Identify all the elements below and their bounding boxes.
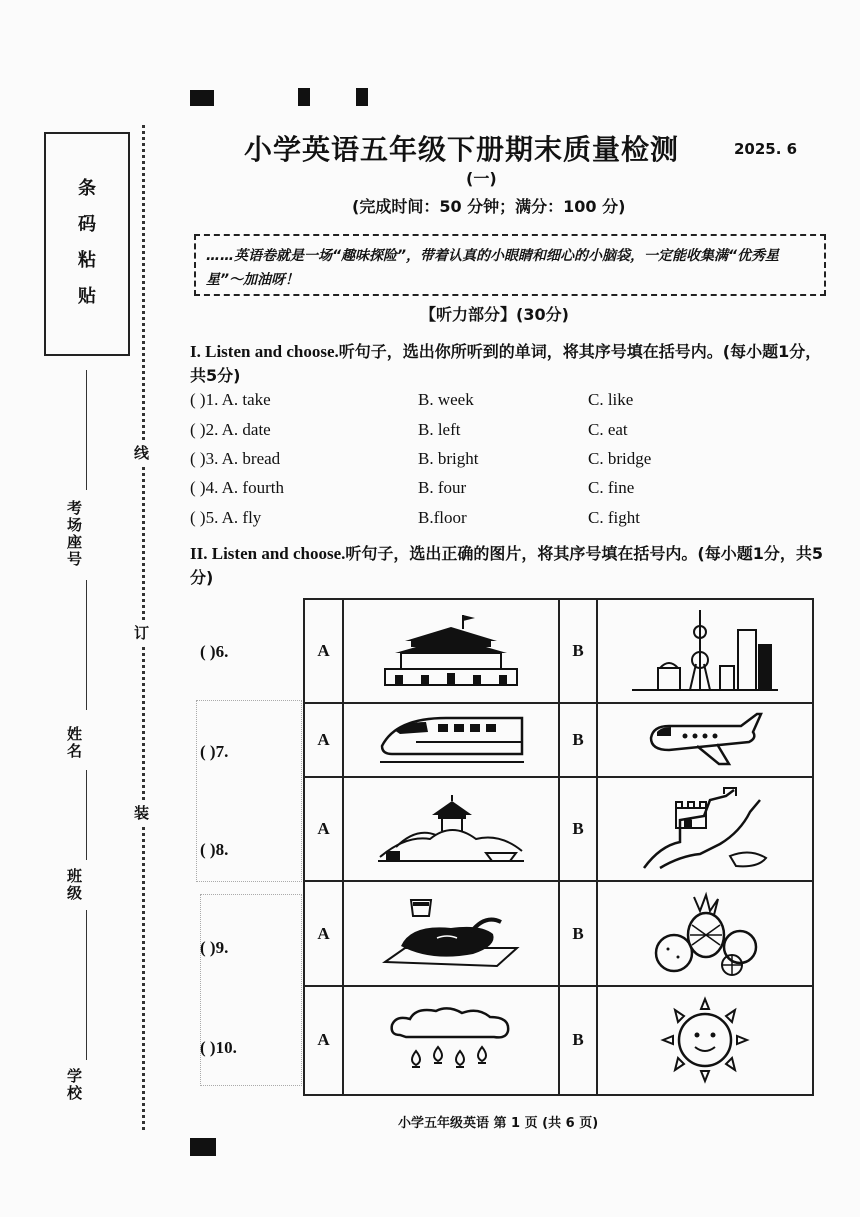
option-a-label: A <box>304 703 343 777</box>
airplane-icon <box>597 703 813 777</box>
part1-label: I. Listen and choose. <box>190 342 339 361</box>
field-class: 班级 <box>65 868 83 902</box>
part2-text: 听句子，选出正确的图片，将其序号填在括号内。(每小题1分，共5分) <box>190 544 823 587</box>
time-info: (完成时间：50 分钟；满分：100 分) <box>352 197 626 216</box>
part2-label: II. Listen and choose. <box>190 544 346 563</box>
bind-word-xian: 线 <box>134 440 149 465</box>
roast-duck-icon <box>343 881 558 985</box>
option-a-label: A <box>304 986 343 1095</box>
registration-mark <box>190 90 214 106</box>
question-row: ( )1. A. take B. week C. like <box>190 390 634 409</box>
field-rule <box>86 770 87 860</box>
bind-word-zhuang: 装 <box>134 800 149 825</box>
question-row: ( )4. A. fourth B. four C. fine <box>190 478 635 497</box>
sun-icon <box>597 986 813 1095</box>
field-name: 姓名 <box>65 726 83 760</box>
field-rule <box>86 910 87 1060</box>
option-b-label: B <box>559 599 598 703</box>
city-skyline-icon <box>597 599 813 703</box>
field-rule <box>86 580 87 710</box>
barcode-char: 码 <box>78 214 96 235</box>
picture-table <box>303 598 814 1096</box>
question-7: ( )7. <box>200 742 229 761</box>
registration-mark <box>298 88 310 106</box>
question-row: ( )2. A. date B. left C. eat <box>190 420 628 439</box>
option-a-label: A <box>304 599 343 703</box>
barcode-char: 贴 <box>78 286 96 307</box>
encouragement-note: ……英语卷就是一场“趣味探险”，带着认真的小眼睛和细心的小脑袋，一定能收集满“优秀星星”～加油呀！ <box>194 234 826 296</box>
field-school: 学校 <box>65 1068 83 1102</box>
page-footer: 小学五年级英语 第 1 页 (共 6 页) <box>398 1116 599 1131</box>
part1-text: 听句子，选出你所听到的单词，将其序号填在括号内。(每小题1分，共5分) <box>190 342 822 385</box>
paper-number: (一) <box>466 169 497 188</box>
barcode-char: 条 <box>78 178 96 199</box>
question-row: ( )3. A. bread B. bright C. bridge <box>190 449 652 468</box>
field-rule <box>86 370 87 490</box>
bullet-train-icon <box>343 703 558 777</box>
question-6: ( )6. <box>200 642 229 661</box>
registration-mark <box>356 88 368 106</box>
rain-cloud-icon <box>343 986 558 1095</box>
barcode-char: 粘 <box>78 250 96 271</box>
exam-date: 2025. 6 <box>734 140 798 158</box>
pavilion-hill-icon <box>343 777 558 881</box>
registration-mark <box>190 1138 216 1156</box>
question-8: ( )8. <box>200 840 229 859</box>
part1-instruction <box>190 340 830 388</box>
field-seat-number: 考场座号 <box>65 500 83 568</box>
option-b-label: B <box>559 703 598 777</box>
question-9: ( )9. <box>200 938 229 957</box>
option-a-label: A <box>304 881 343 985</box>
great-wall-icon <box>597 777 813 881</box>
question-10: ( )10. <box>200 1038 237 1057</box>
part2-instruction <box>190 542 830 590</box>
option-a-label: A <box>304 777 343 881</box>
page-title: 小学英语五年级下册期末质量检测 <box>244 133 680 166</box>
option-b-label: B <box>559 777 598 881</box>
fruits-icon <box>597 881 813 985</box>
barcode-box <box>44 132 130 356</box>
section-title: 【听力部分】(30分) <box>420 305 569 324</box>
option-b-label: B <box>559 986 598 1095</box>
tiananmen-icon <box>343 599 558 703</box>
question-row: ( )5. A. fly B.floor C. fight <box>190 508 640 527</box>
option-b-label: B <box>559 881 598 985</box>
bind-word-ding: 订 <box>134 620 149 645</box>
